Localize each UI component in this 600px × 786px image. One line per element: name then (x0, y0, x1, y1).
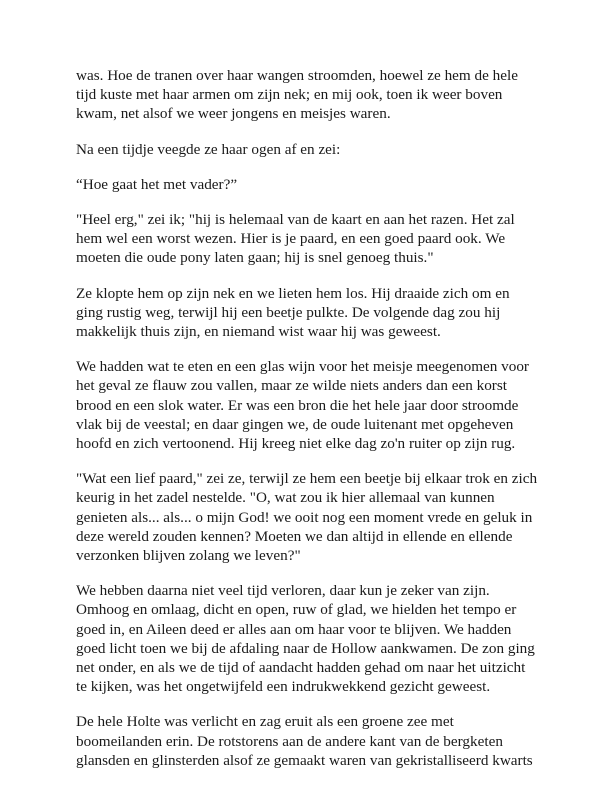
text-line: keurig in het zadel nestelde. "O, wat zou ik hier allemaal van kunnen (76, 489, 495, 507)
text-line: hoofd en zich vertoonend. Hij kreeg niet elke dag zo'n ruiter op zijn rug. (76, 435, 516, 453)
text-line: vlak bij de veestal; en daar gingen we, de oude luitenant met opgeheven (76, 415, 514, 433)
text-line: “Hoe gaat het met vader?” (76, 175, 238, 193)
text-line: We hadden wat te eten en een glas wijn voor het meisje meegenomen voor (76, 358, 529, 376)
paragraph (76, 175, 544, 194)
text-line: makkelijk thuis zijn, en niemand wist waar hij was geweest. (76, 323, 441, 341)
text-line: brood en een slok water. Er was een bron die het hele jaar door stroomde (76, 396, 519, 414)
paragraph (76, 581, 544, 696)
text-line: hem wel een worst wezen. Hier is je paard, en een goed paard ook. We (76, 230, 506, 248)
text-line: Omhoog en omlaag, dicht en open, ruw of glad, we hielden het tempo er (76, 601, 517, 619)
text-line: "Wat een lief paard," zei ze, terwijl ze hem een beetje bij elkaar trok en zich (76, 470, 538, 488)
text-line: te kijken, was het ongetwijfeld een indrukwekkend gezicht geweest. (76, 678, 491, 696)
text-line: goed in, en Aileen deed er alles aan om haar voor te blijven. We hadden (76, 620, 512, 638)
text-line: "Heel erg," zei ik; "hij is helemaal van de kaart en aan het razen. Het zal (76, 211, 515, 229)
text-line: was. Hoe de tranen over haar wangen stroomden, hoewel ze hem de hele (76, 67, 518, 84)
paragraph (76, 140, 544, 159)
text-line: Ze klopte hem op zijn nek en we lieten hem los. Hij draaide zich om en (76, 284, 510, 302)
paragraph (76, 469, 544, 565)
text-line: tijd kuste met haar armen om zijn nek; en mij ook, toen ik weer boven (76, 86, 503, 104)
text-line: moeten die oude pony laten gaan; hij is snel genoeg thuis." (76, 249, 434, 267)
text-line: kwam, net alsof we weer jongens en meisjes waren. (76, 105, 391, 123)
paragraph (76, 66, 544, 124)
text-line: Na een tijdje veegde ze haar ogen af en zei: (76, 140, 341, 158)
document-page (76, 66, 544, 786)
text-line: verzonken blijven zolang we leven?" (76, 547, 301, 565)
text-line: genieten als... als... o mijn God! we ooit nog een moment vrede en geluk in (76, 508, 533, 526)
text-line: het geval ze flauw zou vallen, maar ze wilde niets anders dan een korst (76, 377, 507, 395)
text-line: We hebben daarna niet veel tijd verloren, daar kun je zeker van zijn. (76, 582, 490, 600)
text-line: goed licht toen we bij de afdaling naar de Hollow aankwamen. De zon ging (76, 639, 535, 657)
paragraph (76, 284, 544, 342)
text-line: glansden en glinsterden alsof ze gemaakt waren van gekristalliseerd kwarts (76, 751, 533, 769)
text-line: ging rustig weg, terwijl hij een beetje pulkte. De volgende dag zou hij (76, 303, 501, 321)
text-line: deze wereld zouden kennen? Moeten we dan altijd in ellende en ellende (76, 527, 513, 545)
text-line: net onder, en als we de tijd of aandacht hadden gehad om naar het uitzicht (76, 659, 526, 677)
text-line: De hele Holte was verlicht en zag eruit als een groene zee met (76, 713, 454, 731)
paragraph (76, 210, 544, 268)
paragraph (76, 712, 544, 770)
paragraph (76, 357, 544, 453)
text-line: boomeilanden erin. De rotstorens aan de andere kant van de bergketen (76, 732, 503, 750)
